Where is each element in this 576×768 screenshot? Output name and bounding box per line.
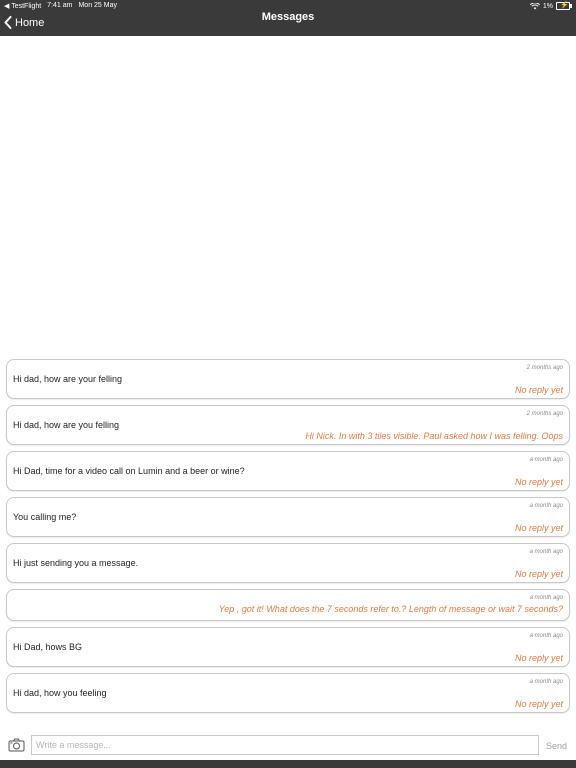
back-button[interactable]: [4, 16, 44, 29]
message-timestamp: a month ago: [529, 595, 563, 601]
message-reply: No reply yet: [514, 569, 563, 579]
battery-percent: 1%: [542, 2, 553, 10]
send-button[interactable]: Send: [546, 741, 568, 751]
message-timestamp: a month ago: [529, 633, 563, 639]
status-date: Mon 25 May: [78, 2, 117, 9]
message-card[interactable]: [6, 359, 570, 399]
message-timestamp: a month ago: [529, 679, 563, 685]
status-time: 7:41 am: [47, 2, 73, 9]
message-timestamp: a month ago: [529, 549, 563, 555]
message-reply: Yep , got it! What does the 7 seconds refer to.? Length of message or wait 7 seconds?: [218, 604, 563, 614]
message-list[interactable]: [6, 359, 570, 719]
page-title: Messages: [261, 11, 315, 23]
bottom-bar: [0, 760, 576, 768]
message-text: Hi dad, how are you felling: [13, 420, 120, 430]
message-reply: No reply yet: [514, 653, 563, 663]
message-reply: Hi Nick. In with 3 tiles visible. Paul asked how I was felling. Oops: [305, 431, 563, 441]
message-card[interactable]: [6, 451, 570, 491]
message-text: Hi Dad, time for a video call on Lumin and a beer or wine?: [13, 466, 245, 476]
message-text: Hi Dad, hows BG: [13, 642, 83, 652]
message-timestamp: a month ago: [529, 457, 563, 463]
message-text: Hi dad, how are your felling: [13, 374, 123, 384]
message-card[interactable]: [6, 673, 570, 713]
status-bar-right: [530, 2, 570, 10]
chevron-left-icon: [4, 16, 12, 29]
message-reply: No reply yet: [514, 477, 563, 487]
message-input[interactable]: [31, 735, 539, 755]
message-text: Hi just sending you a message.: [13, 558, 139, 568]
top-bar: [0, 0, 576, 36]
message-text: You calling me?: [13, 512, 77, 522]
message-timestamp: a month ago: [529, 503, 563, 509]
message-card[interactable]: [6, 405, 570, 445]
status-app[interactable]: ◀ TestFlight: [4, 3, 42, 10]
message-reply: No reply yet: [514, 523, 563, 533]
message-reply: No reply yet: [514, 385, 563, 395]
camera-icon[interactable]: [8, 738, 25, 752]
message-composer: [0, 733, 576, 760]
battery-icon: ⚡: [556, 2, 570, 10]
message-card[interactable]: [6, 543, 570, 583]
message-timestamp: 2 months ago: [526, 411, 563, 417]
message-text: Hi dad, how you feeling: [13, 688, 107, 698]
back-label: Home: [15, 16, 45, 29]
message-card[interactable]: [6, 627, 570, 667]
message-reply: No reply yet: [514, 699, 563, 709]
message-timestamp: 2 months ago: [526, 365, 563, 371]
status-bar-left: [4, 2, 117, 10]
message-card[interactable]: [6, 497, 570, 537]
message-card[interactable]: [6, 589, 570, 621]
wifi-icon: [530, 3, 540, 10]
